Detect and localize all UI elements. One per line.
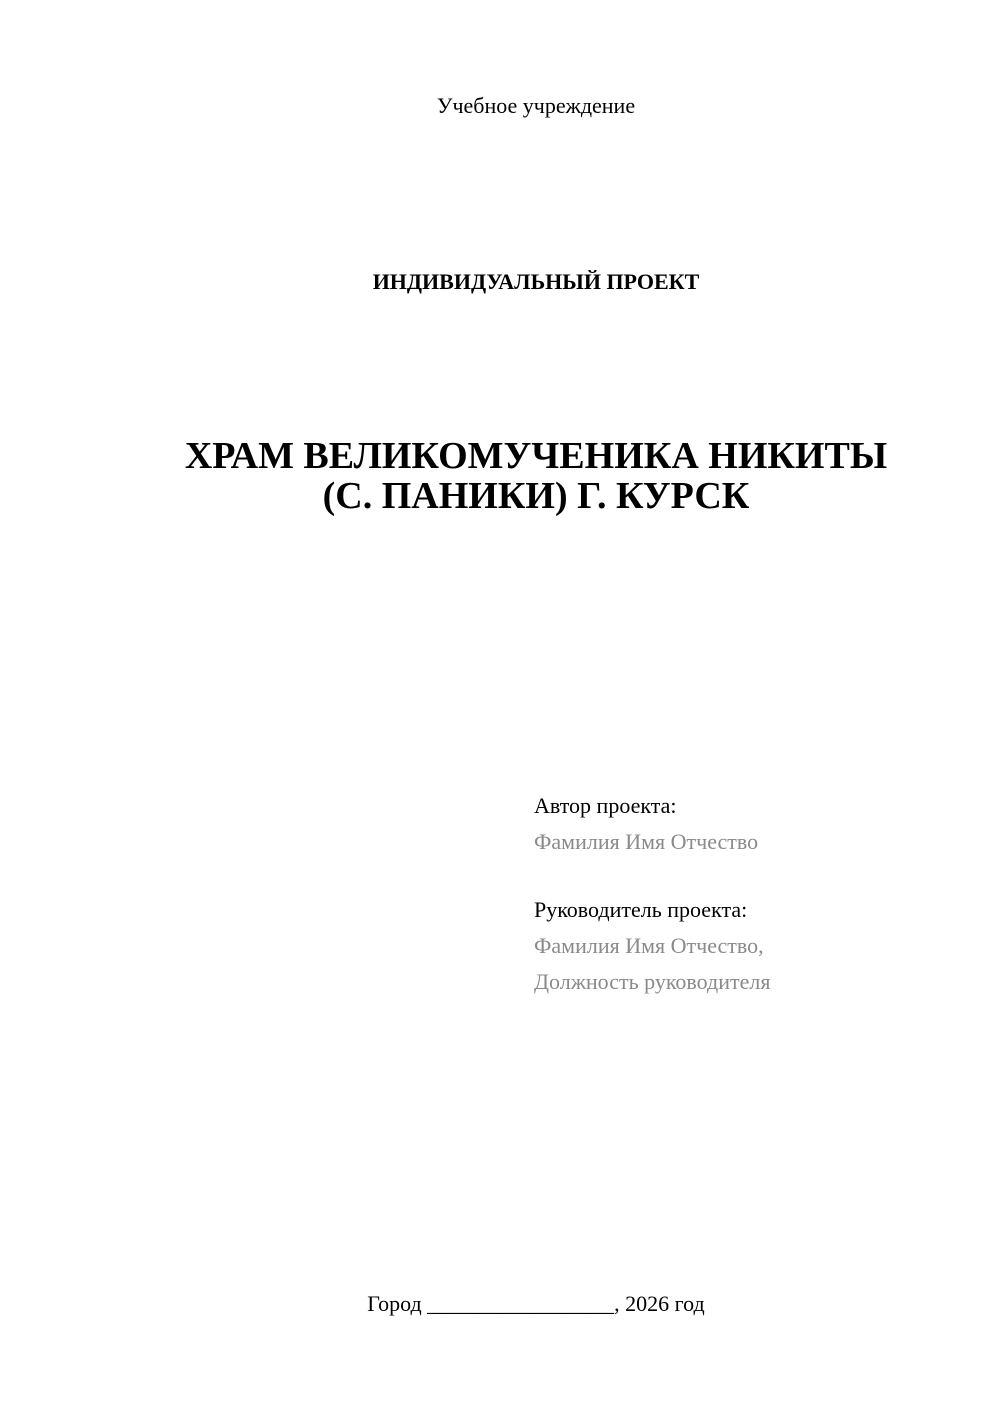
author-label: Автор проекта: <box>534 793 677 818</box>
project-title <box>0 436 1000 516</box>
info-spacer <box>534 860 770 892</box>
author-name: Фамилия Имя Отчество <box>534 829 759 854</box>
project-title-line-2: (С. ПАНИКИ) Г. КУРСК <box>322 475 750 517</box>
supervisor-label: Руководитель проекта: <box>534 897 748 922</box>
document-type: ИНДИВИДУАЛЬНЫЙ ПРОЕКТ <box>372 269 700 294</box>
city-year-footer: Город _________________, 2026 год <box>367 1291 705 1316</box>
supervisor-name: Фамилия Имя Отчество, <box>534 933 764 958</box>
institution-name: Учебное учреждение <box>436 93 636 118</box>
project-info-block <box>534 788 770 1000</box>
project-title-line-1: ХРАМ ВЕЛИКОМУЧЕНИКА НИКИТЫ <box>184 435 888 477</box>
supervisor-position: Должность руководителя <box>534 969 771 994</box>
